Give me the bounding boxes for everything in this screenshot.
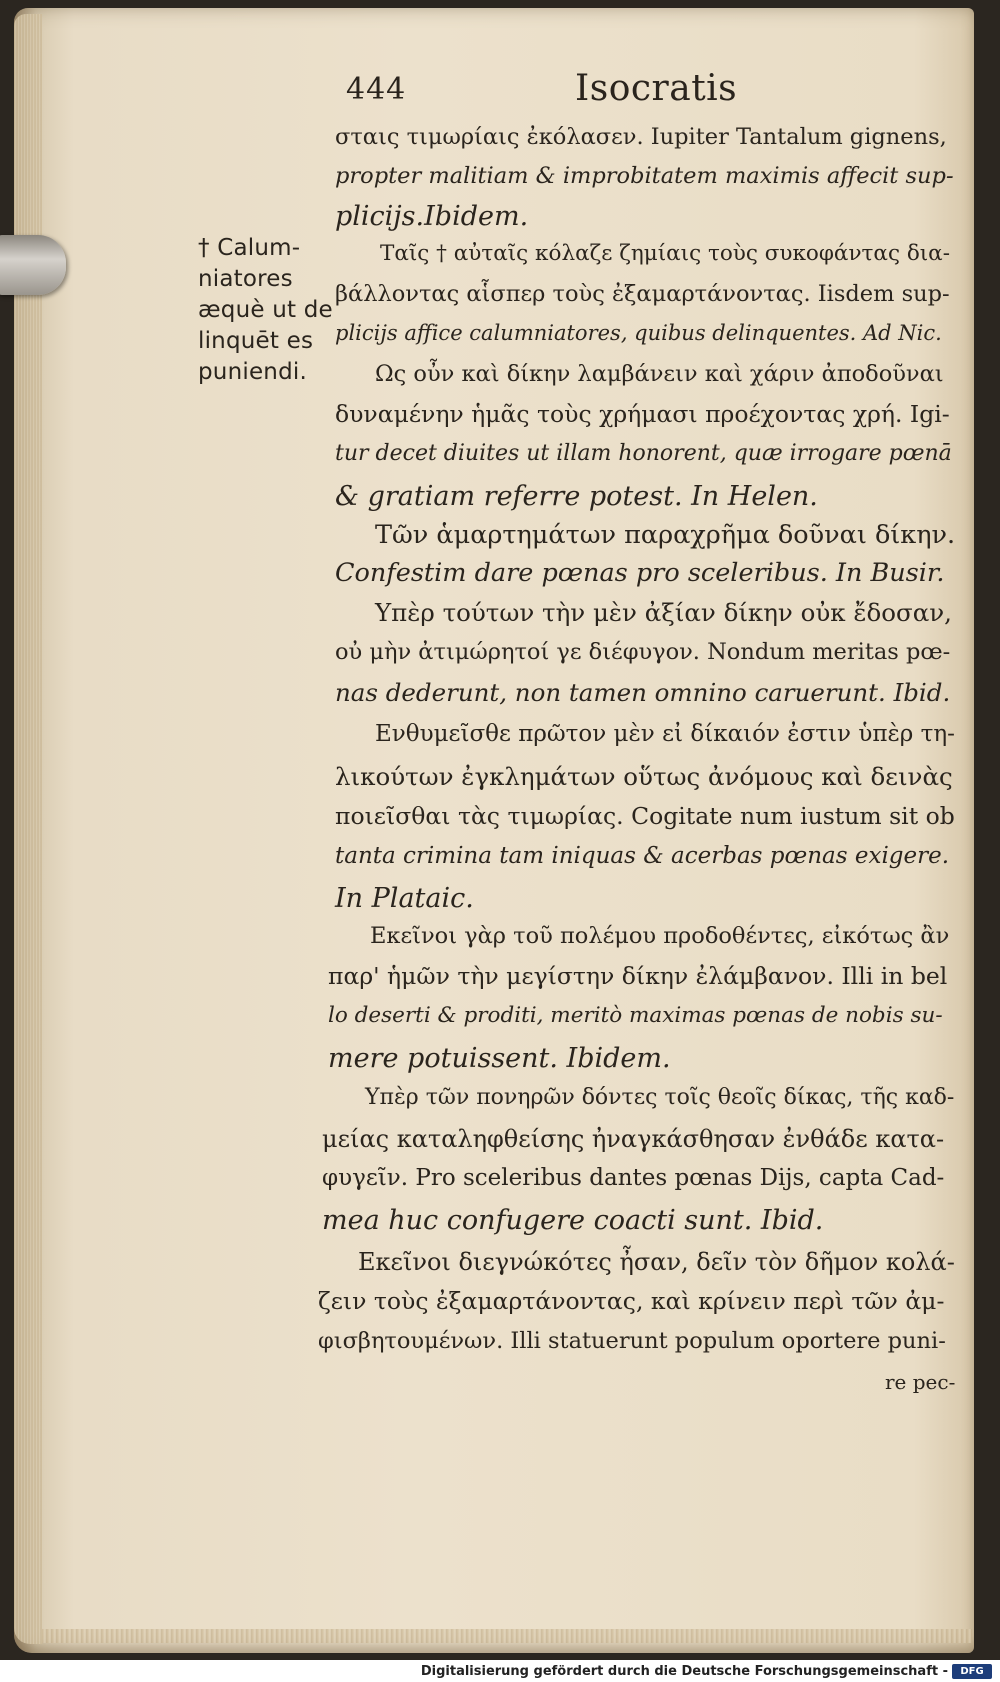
text-line: φυγεῖν. Pro sceleribus dantes pœnas Dijs, capta Cad- [322, 1165, 945, 1191]
bottom-page-edges [42, 1629, 972, 1643]
text-line: nas dederunt, non tamen omnino caruerunt. Ibid. [335, 678, 951, 707]
text-line: In Plataic. [335, 883, 474, 914]
catchword: re pec- [885, 1370, 956, 1394]
text-line: plicijs affice calumniatores, quibus delinquentes. Ad Nic. [335, 321, 942, 345]
text-line: Υπὲρ τούτων τὴν μὲν ἀξίαν δίκην οὐκ ἔδοσαν, [375, 598, 952, 627]
text-line: οὐ μὴν ἀτιμώρητοί γε διέφυγον. Nondum meritas pœ- [335, 639, 951, 665]
page-clip [0, 235, 66, 295]
text-line: Υπὲρ τῶν πονηρῶν δόντες τοῖς θεοῖς δίκας, τῆς καδ- [365, 1085, 955, 1110]
text-line: Τῶν ἁμαρτημάτων παραχρῆμα δοῦναι δίκην. [375, 520, 956, 550]
text-line: propter malitiam & improbitatem maximis affecit sup- [335, 163, 954, 189]
text-line: lo deserti & proditi, meritò maximas pœnas de nobis su- [328, 1003, 943, 1028]
digitization-footer [0, 1660, 1000, 1682]
page-number: 444 [346, 72, 407, 107]
text-line: παρ' ἡμῶν τὴν μεγίστην δίκην ἐλάμβανον. Illi in bel [328, 962, 948, 990]
margin-note-line: puniendi. [198, 359, 307, 385]
text-line: mea huc confugere coacti sunt. Ibid. [322, 1205, 824, 1236]
margin-note-line: æquè ut de [198, 297, 333, 323]
running-title: Isocratis [575, 68, 738, 109]
text-line: ποιεῖσθαι τὰς τιμωρίας. Cogitate num iustum sit ob [335, 802, 955, 830]
text-line: ζειν τοὺς ἐξαμαρτάνοντας, καὶ κρίνειν περὶ τῶν ἀμ- [318, 1287, 945, 1315]
text-line: & gratiam referre potest. In Helen. [335, 481, 818, 512]
text-line: Ως οὖν καὶ δίκην λαμβάνειν καὶ χάριν ἀποδοῦναι [375, 361, 944, 387]
text-line: φισβητουμένων. Illi statuerunt populum oportere puni- [318, 1328, 946, 1354]
text-line: Ενθυμεῖσθε πρῶτον μὲν εἰ δίκαιόν ἐστιν ὑπὲρ τη- [375, 721, 955, 747]
margin-note-line: linquēt es [198, 328, 314, 354]
text-line: Εκεῖνοι γὰρ τοῦ πολέμου προδοθέντες, εἰκότως ἂν [370, 923, 950, 949]
text-line: mere potuissent. Ibidem. [328, 1043, 671, 1074]
text-line: βάλλοντας αἷσπερ τοὺς ἐξαμαρτάνοντας. Iisdem sup- [335, 281, 950, 307]
text-line: Confestim dare pœnas pro sceleribus. In Busir. [335, 558, 945, 588]
margin-note [198, 233, 333, 388]
footer-credit: Digitalisierung gefördert durch die Deutsche Forschungsgemeinschaft - [420, 1664, 948, 1679]
margin-note-line: niatores [198, 266, 293, 292]
text-line: Εκεῖνοι διεγνώκότες ἦσαν, δεῖν τὸν δῆμον κολά- [358, 1248, 955, 1276]
text-line: tanta crimina tam iniquas & acerbas pœnas exigere. [335, 843, 950, 869]
text-line: Ταῖς † αὐταῖς κόλαζε ζημίαις τοὺς συκοφάντας δια- [380, 241, 950, 266]
text-line: plicijs.Ibidem. [335, 201, 529, 232]
text-line: λικούτων ἐγκλημάτων οὕτως ἀνόμους καὶ δεινὰς [335, 762, 953, 791]
text-line: σταις τιμωρίαις ἐκόλασεν. Iupiter Tantalum gignens, [335, 124, 947, 150]
margin-note-line: † Calum- [198, 235, 301, 261]
text-line: tur decet diuites ut illam honorent, quæ irrogare pœnā [335, 441, 952, 466]
dfg-logo-icon: DFG [952, 1664, 992, 1679]
text-line: μείας καταληφθείσης ἠναγκάσθησαν ἐνθάδε κατα- [322, 1125, 945, 1153]
text-line: δυναμένην ἡμᾶς τοὺς χρήμασι προέχοντας χρή. Igi- [335, 400, 950, 428]
